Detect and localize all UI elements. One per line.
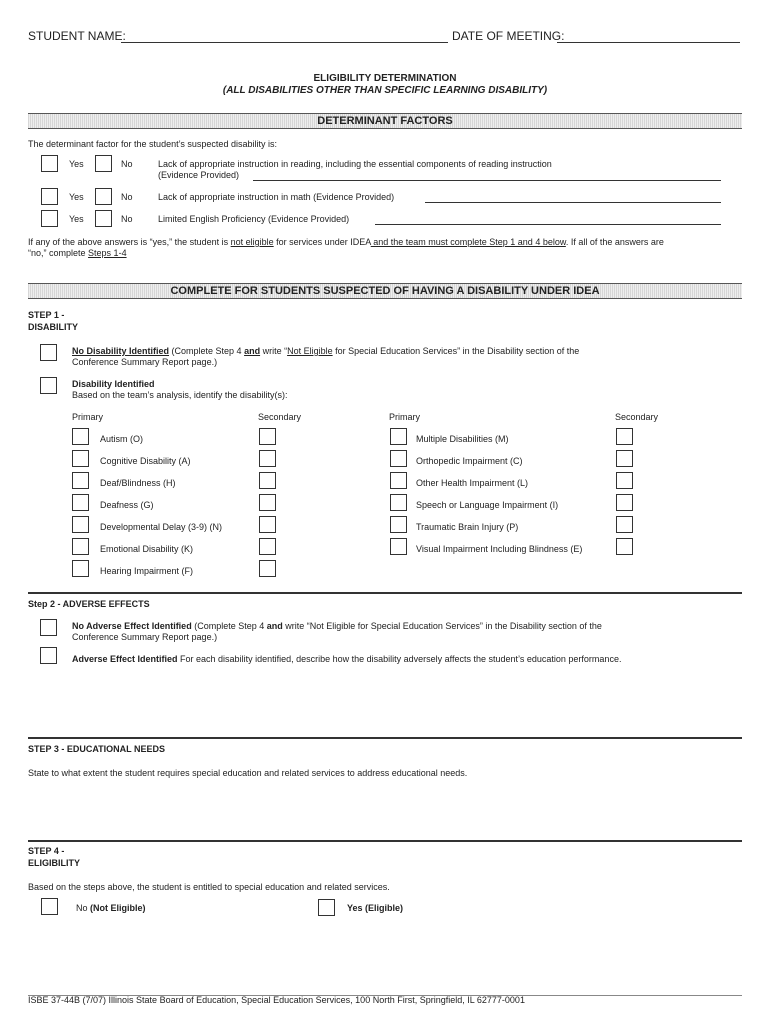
orthopedic-secondary-checkbox[interactable] <box>616 450 633 467</box>
cognitive-label: Cognitive Disability (A) <box>100 456 191 466</box>
step3-text: State to what extent the student requires special education and related services to address educational needs. <box>28 768 468 778</box>
step3-divider <box>28 737 742 739</box>
deaf-blindness-label: Deaf/Blindness (H) <box>100 478 176 488</box>
math-no-label: No <box>121 192 133 202</box>
math-factor-text: Lack of appropriate instruction in math (Evidence Provided) <box>158 192 395 202</box>
no-adverse-text-a: (Complete Step 4 <box>191 621 267 631</box>
determinant-factors-band: DETERMINANT FACTORS <box>28 113 742 129</box>
disability-identified-checkbox[interactable] <box>40 377 57 394</box>
no-disability-line2: Conference Summary Report page.) <box>72 357 218 367</box>
no-adverse-and: and <box>266 621 283 631</box>
tbi-secondary-checkbox[interactable] <box>616 516 633 533</box>
lep-no-label: No <box>121 214 133 224</box>
complete-band: COMPLETE FOR STUDENTS SUSPECTED OF HAVING A DISABILITY UNDER IDEA <box>28 283 742 299</box>
no-disability-title: No Disability Identified <box>72 346 170 356</box>
note-team-step: and the team must complete Step 1 and 4 below <box>370 237 566 247</box>
step1-label-line2: DISABILITY <box>28 322 79 332</box>
developmental-delay-label: Developmental Delay (3-9) (N) <box>100 522 223 532</box>
deaf-blindness-secondary-checkbox[interactable] <box>259 472 276 489</box>
reading-yes-checkbox[interactable] <box>41 155 58 172</box>
emotional-secondary-checkbox[interactable] <box>259 538 276 555</box>
step4-text: Based on the steps above, the student is entitled to special education and related services. <box>28 882 390 892</box>
lep-no-checkbox[interactable] <box>95 210 112 227</box>
adverse-description: For each disability identified, describe how the disability adversely affects the student’s education performance. <box>177 654 622 664</box>
not-eligible-checkbox[interactable] <box>41 898 58 915</box>
other-health-primary-checkbox[interactable] <box>390 472 407 489</box>
deaf-blindness-primary-checkbox[interactable] <box>72 472 89 489</box>
date-of-meeting-label: DATE OF MEETING: <box>452 29 565 43</box>
eligible-checkbox[interactable] <box>318 899 335 916</box>
lep-yes-label: Yes <box>69 214 84 224</box>
not-eligible-prefix: No <box>76 903 91 913</box>
col-primary-left: Primary <box>72 412 103 422</box>
note-text-d: “no,” complete <box>28 248 86 258</box>
no-adverse-text-b: write “Not Eligible for Special Education Services” in the Disability section of the <box>282 621 602 631</box>
speech-secondary-checkbox[interactable] <box>616 494 633 511</box>
lep-yes-checkbox[interactable] <box>41 210 58 227</box>
no-disability-text <box>72 346 579 356</box>
determinant-note-line2 <box>28 248 127 258</box>
multiple-label: Multiple Disabilities (M) <box>416 434 509 444</box>
no-adverse-title: No Adverse Effect Identified <box>72 621 192 631</box>
math-no-checkbox[interactable] <box>95 188 112 205</box>
hearing-primary-checkbox[interactable] <box>72 560 89 577</box>
step4-label-line1: STEP 4 - <box>28 846 65 856</box>
cognitive-secondary-checkbox[interactable] <box>259 450 276 467</box>
no-disability-and: and <box>244 346 261 356</box>
other-health-label: Other Health Impairment (L) <box>416 478 529 488</box>
no-disability-checkbox[interactable] <box>40 344 57 361</box>
determinant-intro: The determinant factor for the student’s suspected disability is: <box>28 139 277 149</box>
visual-label: Visual Impairment Including Blindness (E) <box>416 544 583 554</box>
disability-identified-text: Based on the team’s analysis, identify the disability(s): <box>72 390 288 400</box>
visual-primary-checkbox[interactable] <box>390 538 407 555</box>
no-adverse-effect-text <box>72 621 602 631</box>
lep-factor-text: Limited English Proficiency (Evidence Provided) <box>158 214 350 224</box>
autism-secondary-checkbox[interactable] <box>259 428 276 445</box>
footer-text: ISBE 37-44B (7/07) Illinois State Board of Education, Special Education Services, 100 North First, Springfield, IL 62777-0001 <box>28 995 525 1005</box>
deafness-secondary-checkbox[interactable] <box>259 494 276 511</box>
autism-primary-checkbox[interactable] <box>72 428 89 445</box>
deafness-primary-checkbox[interactable] <box>72 494 89 511</box>
multiple-primary-checkbox[interactable] <box>390 428 407 445</box>
note-text-a: If any of the above answers is “yes,” the student is <box>28 237 229 247</box>
adverse-effect-checkbox[interactable] <box>40 647 57 664</box>
emotional-primary-checkbox[interactable] <box>72 538 89 555</box>
step4-divider <box>28 840 742 842</box>
reading-no-checkbox[interactable] <box>95 155 112 172</box>
lep-evidence-field[interactable] <box>375 224 721 225</box>
reading-factor-text: Lack of appropriate instruction in reading, including the essential components of reading instruction <box>158 159 552 169</box>
date-of-meeting-field[interactable] <box>557 42 740 43</box>
adverse-effect-text <box>72 654 621 664</box>
no-disability-text-a: (Complete Step 4 <box>169 346 245 356</box>
disability-identified-title: Disability Identified <box>72 379 155 389</box>
step4-label-line2: ELIGIBILITY <box>28 858 81 868</box>
step1-label-line1: STEP 1 - <box>28 310 65 320</box>
note-text-c: . If all of the answers are <box>565 237 664 247</box>
math-yes-checkbox[interactable] <box>41 188 58 205</box>
speech-label: Speech or Language Impairment (I) <box>416 500 559 510</box>
math-yes-label: Yes <box>69 192 84 202</box>
no-adverse-line2: Conference Summary Report page.) <box>72 632 218 642</box>
developmental-delay-primary-checkbox[interactable] <box>72 516 89 533</box>
orthopedic-primary-checkbox[interactable] <box>390 450 407 467</box>
student-name-field[interactable] <box>121 42 448 43</box>
note-not-eligible: not eligible <box>230 237 274 247</box>
page-subtitle: (ALL DISABILITIES OTHER THAN SPECIFIC LEARNING DISABILITY) <box>222 85 548 96</box>
reading-evidence-text: (Evidence Provided) <box>158 170 240 180</box>
no-disability-not-eligible: Not Eligible <box>287 346 333 356</box>
orthopedic-label: Orthopedic Impairment (C) <box>416 456 523 466</box>
no-disability-text-b: write “ <box>260 346 288 356</box>
autism-label: Autism (O) <box>100 434 144 444</box>
other-health-secondary-checkbox[interactable] <box>616 472 633 489</box>
step2-divider <box>28 592 742 594</box>
student-name-label: STUDENT NAME: <box>28 29 126 43</box>
eligible-label: Yes (Eligible) <box>347 903 404 913</box>
page-title: ELIGIBILITY DETERMINATION <box>313 73 457 84</box>
developmental-delay-secondary-checkbox[interactable] <box>259 516 276 533</box>
hearing-secondary-checkbox[interactable] <box>259 560 276 577</box>
emotional-label: Emotional Disability (K) <box>100 544 194 554</box>
visual-secondary-checkbox[interactable] <box>616 538 633 555</box>
multiple-secondary-checkbox[interactable] <box>616 428 633 445</box>
col-secondary-right: Secondary <box>615 412 659 422</box>
note-steps: Steps 1-4 <box>88 248 127 258</box>
hearing-label: Hearing Impairment (F) <box>100 566 194 576</box>
col-secondary-left: Secondary <box>258 412 302 422</box>
step3-label: STEP 3 - EDUCATIONAL NEEDS <box>28 744 166 754</box>
not-eligible-bold: (Not Eligible) <box>90 903 146 913</box>
reading-evidence-field[interactable] <box>253 180 721 181</box>
determinant-note-line1 <box>28 237 664 247</box>
reading-yes-label: Yes <box>69 159 84 169</box>
deafness-label: Deafness (G) <box>100 500 154 510</box>
adverse-title: Adverse Effect Identified <box>72 654 178 664</box>
col-primary-right: Primary <box>389 412 420 422</box>
tbi-label: Traumatic Brain Injury (P) <box>416 522 519 532</box>
step2-label: Step 2 - ADVERSE EFFECTS <box>28 599 150 609</box>
no-disability-text-c: for Special Education Services” in the Disability section of the <box>332 346 580 356</box>
no-adverse-effect-checkbox[interactable] <box>40 619 57 636</box>
tbi-primary-checkbox[interactable] <box>390 516 407 533</box>
math-evidence-field[interactable] <box>425 202 721 203</box>
speech-primary-checkbox[interactable] <box>390 494 407 511</box>
reading-no-label: No <box>121 159 133 169</box>
note-text-b: for services under IDEA <box>276 237 371 247</box>
not-eligible-label <box>76 903 146 913</box>
cognitive-primary-checkbox[interactable] <box>72 450 89 467</box>
